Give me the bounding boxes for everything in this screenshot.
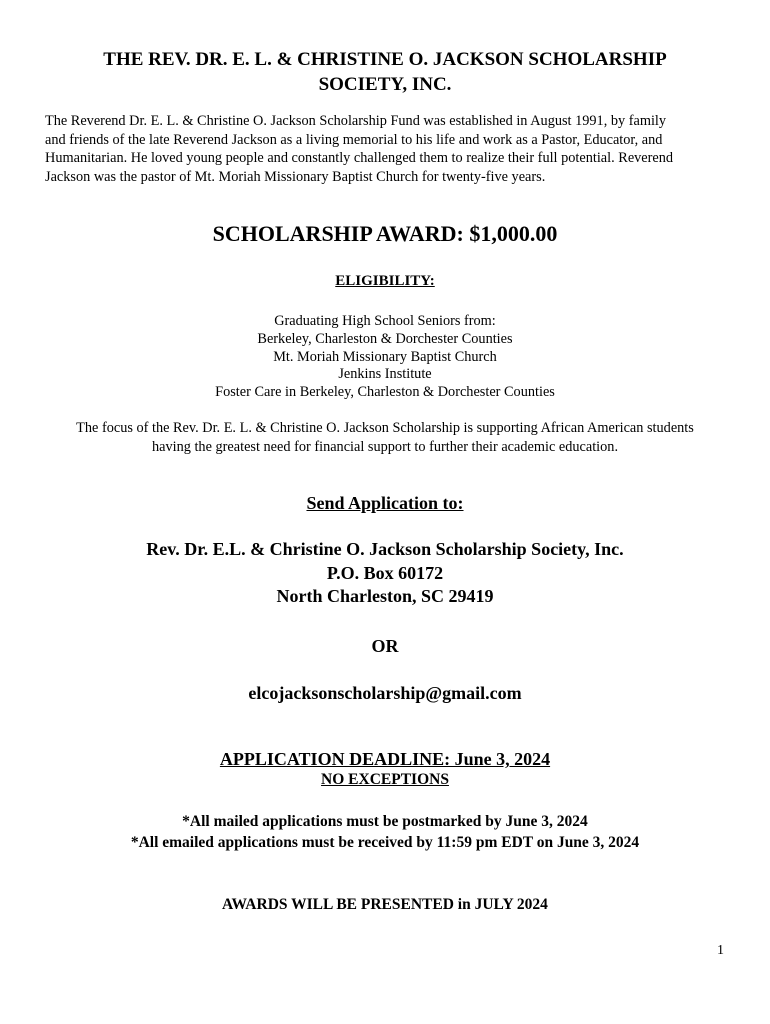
award-amount: SCHOLARSHIP AWARD: $1,000.00 [212, 221, 558, 246]
eligibility-item: Graduating High School Seniors from: [274, 313, 496, 329]
no-exceptions-note: NO EXCEPTIONS [321, 771, 449, 788]
eligibility-item: Jenkins Institute [338, 366, 432, 383]
send-application-heading: Send Application to: [306, 493, 464, 513]
address-line: P.O. Box 60172 [326, 562, 444, 583]
eligibility-list [0, 313, 770, 402]
title-line-2: SOCIETY, INC. [318, 74, 452, 95]
deadline-notes [0, 812, 770, 853]
eligibility-item: Mt. Moriah Missionary Baptist Church [273, 348, 497, 365]
intro-paragraph [45, 112, 730, 186]
intro-line: Jackson was the pastor of Mt. Moriah Missionary Baptist Church for twenty-five years. [45, 168, 546, 185]
document-title [60, 47, 710, 97]
focus-line-2: having the greatest need for financial support to further their academic education. [151, 438, 619, 455]
address-line: Rev. Dr. E.L. & Christine O. Jackson Scholarship Society, Inc. [146, 539, 624, 559]
eligibility-item: Foster Care in Berkeley, Charleston & Dorchester Counties [215, 384, 555, 401]
contact-email: elcojacksonscholarship@gmail.com [248, 683, 522, 703]
deadline-note: *All emailed applications must be received by 11:59 pm EDT on June 3, 2024 [130, 833, 640, 851]
title-line-1: THE REV. DR. E. L. & CHRISTINE O. JACKSON SCHOLARSHIP [103, 49, 667, 70]
focus-statement [50, 419, 720, 456]
intro-line: Humanitarian. He loved young people and constantly challenged them to realize their full potential. Reverend [45, 150, 674, 166]
intro-line: The Reverend Dr. E. L. & Christine O. Jackson Scholarship Fund was established in August 1991, by family [45, 113, 667, 129]
eligibility-item: Berkeley, Charleston & Dorchester Counties [257, 330, 513, 347]
awards-notice: AWARDS WILL BE PRESENTED in JULY 2024 [222, 896, 548, 913]
application-deadline: APPLICATION DEADLINE: June 3, 2024 [219, 749, 551, 769]
deadline-note: *All mailed applications must be postmarked by June 3, 2024 [182, 813, 588, 830]
address-line: North Charleston, SC 29419 [276, 586, 494, 606]
page-number: 1 [717, 943, 724, 958]
or-separator: OR [371, 636, 399, 656]
mailing-address [0, 538, 770, 609]
focus-line-1: The focus of the Rev. Dr. E. L. & Christine O. Jackson Scholarship is supporting African American students [76, 420, 694, 436]
intro-line: and friends of the late Reverend Jackson as a living memorial to his life and work as a Pastor, Educator, and [45, 131, 663, 148]
eligibility-heading: ELIGIBILITY: [335, 273, 435, 289]
